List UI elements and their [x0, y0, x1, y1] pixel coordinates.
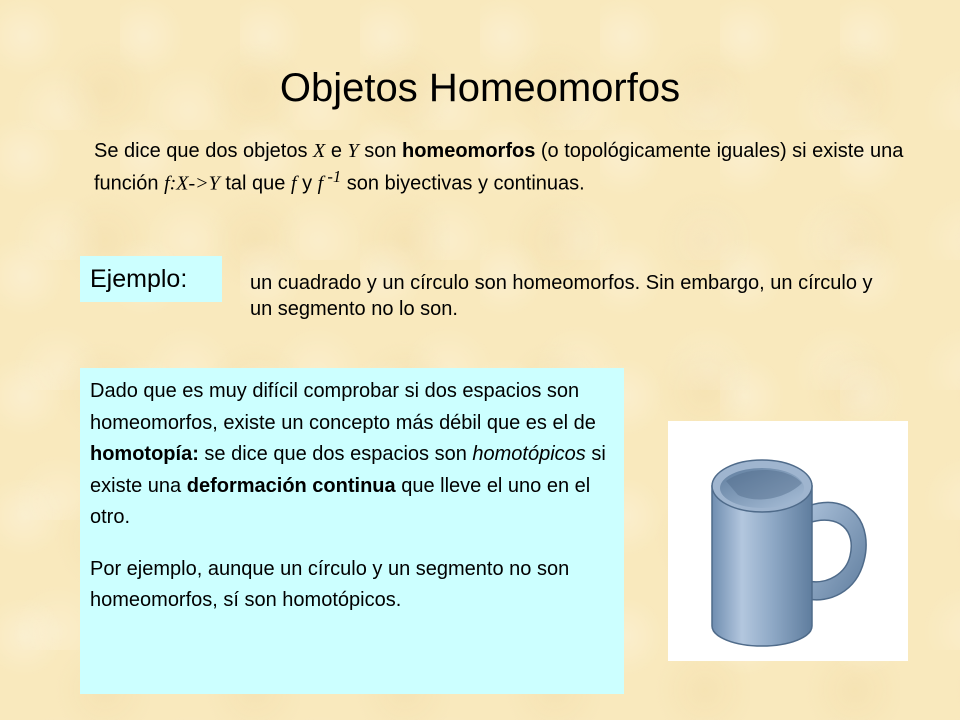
coffee-mug-icon — [668, 421, 908, 661]
homotopy-paragraph — [90, 376, 614, 534]
function-f: f — [290, 172, 297, 195]
homotopy-text: se dice que dos espacios son — [198, 443, 473, 465]
homotopy-example-paragraph: Por ejemplo, aunque un círculo y un segmento no son homeomorfos, sí son homotópicos. — [90, 557, 570, 611]
homotopy-box — [80, 368, 624, 694]
homotopy-text: que lleve el uno en el otro. — [90, 474, 591, 528]
mug-illustration-panel — [668, 421, 908, 661]
inverse-function-f: f — [317, 172, 324, 195]
example-label: Ejemplo: — [80, 256, 222, 302]
definition-text: Se dice que dos objetos — [94, 140, 314, 162]
deformacion-continua-term: deformación continua — [186, 474, 396, 497]
function-expression: f:X->Y — [164, 172, 220, 195]
homotopia-term: homotopía: — [90, 443, 199, 465]
definition-paragraph — [94, 138, 924, 197]
mug-handle — [808, 502, 866, 599]
homeomorfos-term: homeomorfos — [402, 140, 536, 162]
definition-text: y — [296, 172, 318, 195]
slide-title: Objetos Homeomorfos — [279, 66, 681, 110]
variable-x: X — [313, 140, 326, 162]
definition-text: son — [358, 140, 402, 162]
homotopy-text: si existe una — [90, 443, 606, 497]
definition-text: son biyectivas y continuas. — [341, 172, 585, 195]
homotopicos-term: homotópicos — [472, 443, 586, 465]
definition-text: (o topológicamente iguales) si existe una función — [94, 140, 904, 195]
example-text: un cuadrado y un círculo son homeomorfos. Sin embargo, un círculo y un segmento no lo son. — [250, 272, 873, 320]
inverse-exponent: -1 — [323, 167, 342, 186]
definition-text: e — [325, 140, 348, 162]
variable-y: Y — [347, 140, 359, 162]
definition-text: tal que — [219, 172, 291, 195]
homotopy-text: Dado que es muy difícil comprobar si dos espacios son homeomorfos, existe un concepto más débil que es el de — [90, 380, 596, 434]
